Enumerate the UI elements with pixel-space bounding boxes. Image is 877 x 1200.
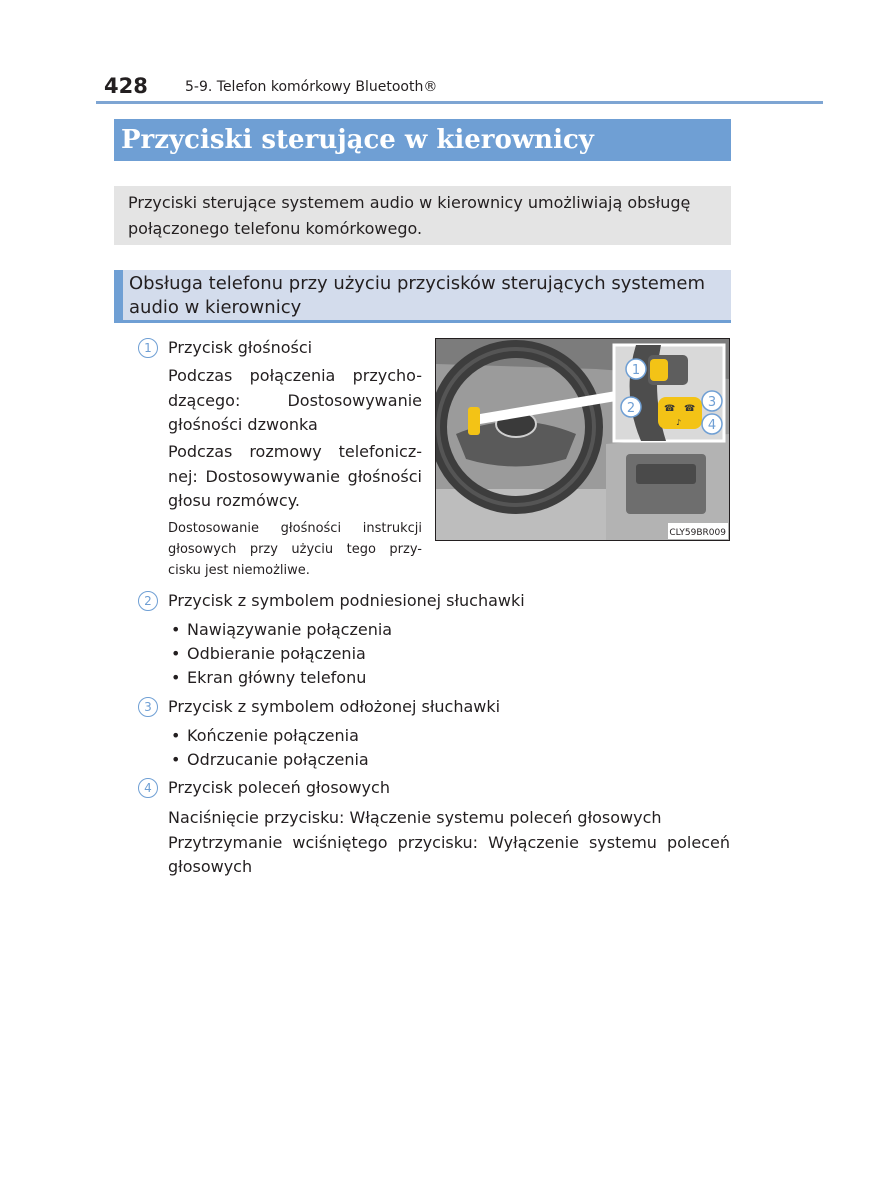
intro-line-2: połączonego telefonu komórkowego. bbox=[128, 219, 423, 238]
item-3-label: Przycisk z symbolem odłożonej słuchawki bbox=[168, 697, 501, 716]
chapter-title: 5-9. Telefon komórkowy Bluetooth® bbox=[185, 79, 438, 95]
item-1-p1-line-2: dzącego: Dostosowywanie bbox=[168, 390, 422, 410]
item-2-bullet-1: Nawiązywanie połączenia bbox=[187, 620, 393, 639]
header-divider bbox=[96, 101, 823, 104]
page-number: 428 bbox=[104, 74, 148, 98]
item-1-p1-line-1: Podczas połączenia przycho- bbox=[168, 366, 422, 385]
item-3-number: 3 bbox=[138, 697, 158, 717]
item-2-bullet-2: Odbieranie połączenia bbox=[187, 644, 366, 663]
item-4-line-2: Przytrzymanie wciśniętego przycisku: Wyłączenie systemu poleceń bbox=[168, 832, 730, 852]
item-1-label: Przycisk głośności bbox=[168, 338, 313, 357]
item-1-note-line-1: Dostosowanie głośności instrukcji bbox=[168, 521, 422, 536]
callout-1-marker bbox=[626, 359, 646, 379]
item-4-description bbox=[168, 806, 730, 880]
intro-box bbox=[114, 186, 731, 245]
item-1-paragraph-2 bbox=[168, 440, 422, 514]
callout-3: 3 bbox=[707, 395, 717, 410]
item-2-number: 2 bbox=[138, 591, 158, 611]
section-heading-line-1: Obsługa telefonu przy użyciu przycisków sterujących systemem bbox=[129, 273, 705, 294]
section-heading-line-2: audio w kierownicy bbox=[129, 297, 302, 318]
item-4-line-1: Naciśnięcie przycisku: Włączenie systemu poleceń głosowych bbox=[168, 808, 662, 827]
item-1-note bbox=[168, 518, 422, 581]
bullet-3: • bbox=[171, 668, 181, 687]
item-3-bullet-1: Kończenie połączenia bbox=[187, 726, 359, 745]
item-3-bullet-2: Odrzucanie połączenia bbox=[187, 750, 369, 769]
svg-text:☎: ☎ bbox=[684, 404, 696, 414]
callout-4: 4 bbox=[707, 418, 717, 433]
callout-2: 2 bbox=[626, 401, 636, 416]
callout-2-marker bbox=[621, 397, 641, 417]
intro-line-1: Przyciski sterujące systemem audio w kierownicy umożliwiają obsługę bbox=[128, 193, 691, 212]
item-4-label: Przycisk poleceń głosowych bbox=[168, 778, 390, 797]
item-1-p1-line-3: głośności dzwonka bbox=[168, 415, 318, 434]
item-4-number: 4 bbox=[138, 778, 158, 798]
item-1-p2-line-3: głosu rozmówcy. bbox=[168, 491, 300, 510]
bullet-5: • bbox=[171, 750, 181, 769]
item-1-p2-line-2: nej: Dostosowywanie głośności bbox=[168, 466, 422, 486]
page-title: Przyciski sterujące w kierownicy bbox=[114, 119, 731, 161]
steering-wheel-figure bbox=[435, 338, 730, 541]
section-heading bbox=[114, 270, 731, 323]
bullet-2: • bbox=[171, 644, 181, 663]
bullet-4: • bbox=[171, 726, 181, 745]
callout-1: 1 bbox=[631, 363, 641, 378]
callout-4-marker bbox=[702, 414, 722, 434]
bullet-1: • bbox=[171, 620, 181, 639]
item-2-bullet-3: Ekran główny telefonu bbox=[187, 668, 367, 687]
item-1-p2-line-1: Podczas rozmowy telefonicz- bbox=[168, 442, 422, 461]
item-1-note-line-3: cisku jest niemożliwe. bbox=[168, 563, 310, 578]
item-1-number: 1 bbox=[138, 338, 158, 358]
item-1-paragraph-1 bbox=[168, 364, 422, 438]
svg-text:☎: ☎ bbox=[664, 404, 676, 414]
item-4-line-3: głosowych bbox=[168, 857, 253, 876]
item-1-note-line-2: głosowych przy użyciu tego przy- bbox=[168, 542, 422, 557]
item-2-label: Przycisk z symbolem podniesionej słuchawki bbox=[168, 591, 525, 610]
steering-wheel-illustration bbox=[436, 339, 729, 540]
svg-text:♪: ♪ bbox=[676, 418, 682, 427]
figure-code: CLY59BR009 bbox=[669, 528, 726, 538]
callout-3-marker bbox=[702, 391, 722, 411]
